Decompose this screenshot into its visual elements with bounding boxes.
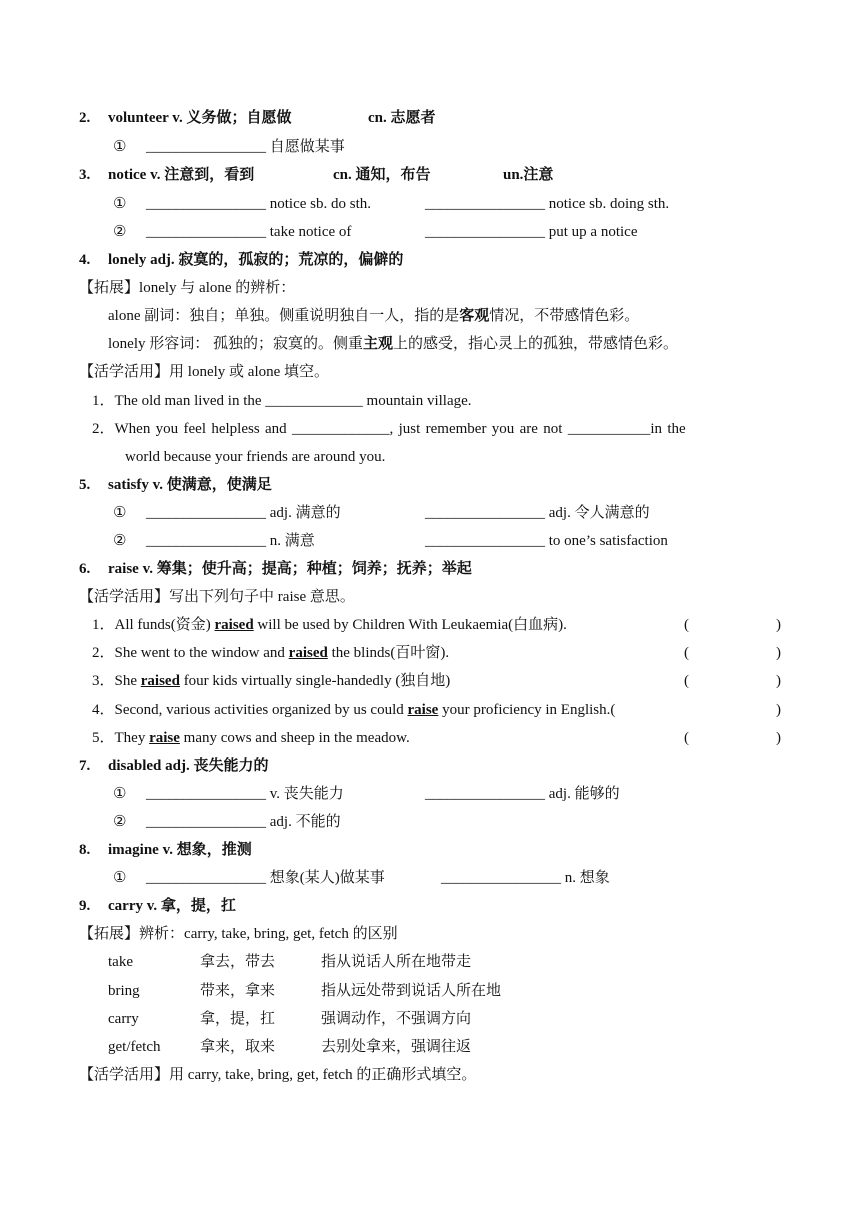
verb-table-word: carry (108, 1011, 139, 1027)
practice-bracket-right: 】 (154, 364, 170, 380)
practice-text: 写出下列句子中 raise 意思。 (169, 589, 355, 605)
raise-item-4 (92, 700, 615, 720)
extension-bracket-right: 】 (124, 280, 140, 296)
raise-item-word: raised (288, 645, 328, 661)
section-5-blank-2a: ________________ n. 满意 (146, 533, 315, 549)
raise-paren-left-2: ( (684, 645, 689, 661)
raise-item-3 (92, 671, 450, 691)
extension-text: 辨析：carry, take, bring, get, fetch 的区别 (139, 926, 398, 942)
section-8-number: 8. (79, 842, 91, 858)
section-4-extension (79, 278, 295, 298)
section-7-heading: disabled adj. 丧失能力的 (108, 758, 269, 774)
section-7-marker-1: ① (113, 786, 127, 802)
raise-paren-left-1: ( (684, 617, 689, 633)
extension-tag: 拓展 (94, 280, 125, 296)
extension-text: lonely 与 alone 的辨析： (139, 280, 296, 296)
practice-tag: 活学活用 (94, 1067, 155, 1083)
section-9-practice (79, 1065, 476, 1085)
raise-item-pre: 2．She went to the window and (92, 645, 289, 661)
section-3-blank-2b: ________________ put up a notice (425, 224, 638, 240)
extension-bracket-right: 】 (124, 926, 140, 942)
section-8-heading: imagine v. 想象，推测 (108, 842, 252, 858)
lonely-question-2a: 2．When you feel helpless and _____________, just remember you are not ___________in the (92, 421, 686, 437)
section-2-heading: volunteer v. 义务做；自愿做 (108, 110, 292, 126)
section-2-blank-1: ________________ 自愿做某事 (146, 139, 345, 155)
section-5-marker-2: ② (113, 533, 127, 549)
section-5-blank-2b: ________________ to one’s satisfaction (425, 533, 668, 549)
section-7-marker-2: ② (113, 814, 127, 830)
alone-explanation (108, 306, 639, 326)
section-9-number: 9. (79, 898, 91, 914)
lonely-explanation (108, 334, 678, 354)
practice-bracket-left: 【 (79, 1067, 95, 1083)
section-3-marker-2: ② (113, 224, 127, 240)
section-9-extension (79, 924, 398, 944)
section-3-uncountable: un.注意 (503, 167, 554, 183)
practice-text: 用 carry, take, bring, get, fetch 的正确形式填空。 (169, 1067, 477, 1083)
alone-bold: 客观 (459, 308, 490, 324)
raise-item-word: raise (407, 702, 439, 718)
section-5-marker-1: ① (113, 505, 127, 521)
section-5-heading: satisfy v. 使满意，使满足 (108, 477, 272, 493)
section-7-blank-1b: ________________ adj. 能够的 (425, 786, 620, 802)
raise-paren-right-5: ) (776, 730, 781, 746)
verb-table-meaning: 拿去，带去 (200, 954, 276, 970)
section-7-blank-1a: ________________ v. 丧失能力 (146, 786, 344, 802)
section-5-number: 5. (79, 477, 91, 493)
lonely-bold: 主观 (363, 336, 394, 352)
section-2-noun: cn. 志愿者 (368, 110, 436, 126)
raise-item-post: many cows and sheep in the meadow. (179, 730, 410, 746)
section-6-practice (79, 587, 355, 607)
section-8-blank-1a: ________________ 想象(某人)做某事 (146, 870, 385, 886)
practice-bracket-left: 【 (79, 589, 95, 605)
verb-table-note: 指从远处带到说话人所在地 (321, 983, 502, 999)
raise-item-post: your proficiency in English.( (438, 702, 616, 718)
section-7-blank-2a: ________________ adj. 不能的 (146, 814, 341, 830)
lonely-text-a: lonely 形容词： 孤独的；寂寞的。侧重 (108, 336, 363, 352)
section-3-blank-1a: ________________ notice sb. do sth. (146, 196, 371, 212)
verb-table-meaning: 带来，拿来 (200, 983, 276, 999)
practice-tag: 活学活用 (94, 364, 155, 380)
section-5-blank-1a: ________________ adj. 满意的 (146, 505, 341, 521)
lonely-text-b: 上的感受，指心灵上的孤独，带感情色彩。 (393, 336, 679, 352)
raise-paren-left-5: ( (684, 730, 689, 746)
section-3-blank-1b: ________________ notice sb. doing sth. (425, 196, 670, 212)
raise-item-pre: 3．She (92, 673, 141, 689)
section-4-heading: lonely adj. 寂寞的，孤寂的；荒凉的，偏僻的 (108, 252, 404, 268)
alone-text-b: 情况，不带感情色彩。 (489, 308, 640, 324)
practice-bracket-right: 】 (154, 1067, 170, 1083)
section-8-blank-1b: ________________ n. 想象 (441, 870, 610, 886)
extension-bracket-left: 【 (79, 280, 95, 296)
section-6-number: 6. (79, 561, 91, 577)
practice-text: 用 lonely 或 alone 填空。 (169, 364, 330, 380)
section-4-number: 4. (79, 252, 91, 268)
verb-table-meaning: 拿，提，扛 (200, 1011, 276, 1027)
raise-item-1 (92, 615, 567, 635)
extension-bracket-left: 【 (79, 926, 95, 942)
raise-item-post: four kids virtually single-handedly (独自地) (179, 673, 451, 689)
raise-item-word: raised (140, 673, 180, 689)
raise-item-post: will be used by Children With Leukaemia(白血病). (253, 617, 567, 633)
section-3-noun: cn. 通知，布告 (333, 167, 431, 183)
raise-item-word: raise (149, 730, 180, 746)
verb-table-word: take (108, 954, 133, 970)
section-7-number: 7. (79, 758, 91, 774)
verb-table-word: bring (108, 983, 140, 999)
section-9-heading: carry v. 拿，提，扛 (108, 898, 236, 914)
lonely-question-1: 1．The old man lived in the _____________ mountain village. (92, 393, 472, 409)
lonely-question-2b: world because your friends are around you. (125, 449, 386, 465)
raise-item-pre: 4．Second, various activities organized by us could (92, 702, 408, 718)
section-3-number: 3. (79, 167, 91, 183)
section-3-heading: notice v. 注意到，看到 (108, 167, 255, 183)
raise-item-word: raised (214, 617, 254, 633)
section-4-practice (79, 362, 329, 382)
verb-table-meaning: 拿来，取来 (200, 1039, 276, 1055)
section-2-number: 2. (79, 110, 91, 126)
section-5-blank-1b: ________________ adj. 令人满意的 (425, 505, 650, 521)
section-3-marker-1: ① (113, 196, 127, 212)
verb-table-note: 指从说话人所在地带走 (321, 954, 472, 970)
raise-paren-right-2: ) (776, 645, 781, 661)
raise-item-pre: 5．They (92, 730, 150, 746)
raise-paren-right-3: ) (776, 673, 781, 689)
practice-bracket-left: 【 (79, 364, 95, 380)
raise-item-pre: 1．All funds(资金) (92, 617, 215, 633)
practice-bracket-right: 】 (154, 589, 170, 605)
raise-paren-left-3: ( (684, 673, 689, 689)
extension-tag: 拓展 (94, 926, 125, 942)
verb-table-note: 去别处拿来，强调往返 (321, 1039, 472, 1055)
raise-paren-right-4: ) (776, 702, 781, 718)
raise-item-2 (92, 643, 449, 663)
section-3-blank-2a: ________________ take notice of (146, 224, 352, 240)
verb-table-word: get/fetch (108, 1039, 161, 1055)
raise-paren-right-1: ) (776, 617, 781, 633)
verb-table-note: 强调动作，不强调方向 (321, 1011, 472, 1027)
section-8-marker-1: ① (113, 870, 127, 886)
section-6-heading: raise v. 筹集；使升高；提高；种植；饲养；抚养；举起 (108, 561, 472, 577)
raise-item-5 (92, 728, 410, 748)
section-2-marker-1: ① (113, 139, 127, 155)
practice-tag: 活学活用 (94, 589, 155, 605)
raise-item-post: the blinds(百叶窗). (327, 645, 450, 661)
alone-text-a: alone 副词：独自；单独。侧重说明独自一人，指的是 (108, 308, 460, 324)
